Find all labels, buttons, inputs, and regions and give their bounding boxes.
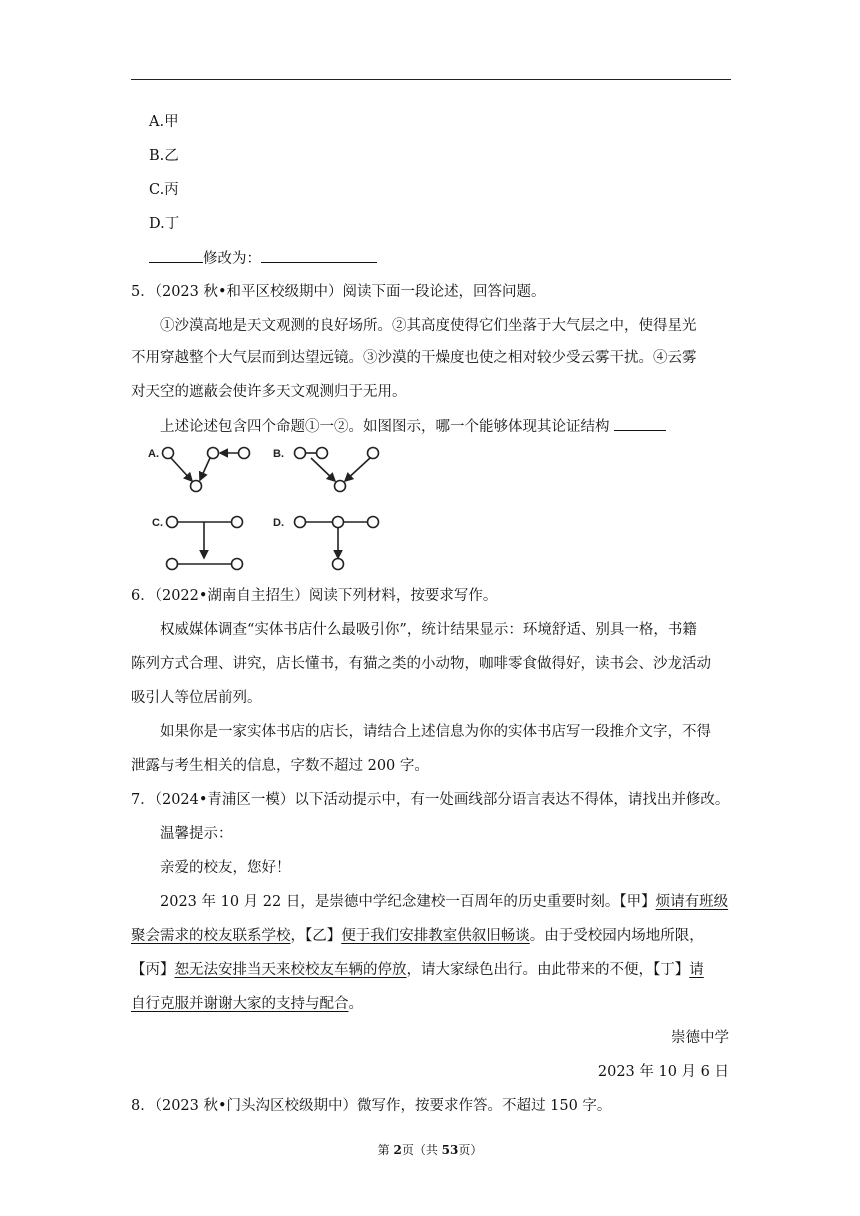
node-1-icon xyxy=(295,517,306,528)
answer-blank[interactable] xyxy=(149,248,203,263)
revise-label: 修改为： xyxy=(203,251,261,267)
q7-date: 2023 年 10 月 6 日 xyxy=(597,1064,729,1080)
q7-underlined-bing: 恕无法安排当天来校校友车辆的停放 xyxy=(174,962,407,978)
option-a: A.甲 xyxy=(149,114,179,130)
q7-line-1 xyxy=(160,892,728,912)
node-3-icon xyxy=(317,448,328,459)
page-total: 53 xyxy=(441,1143,459,1157)
q7-underlined-yi: 便于我们安排教室供叙旧畅谈 xyxy=(341,928,530,944)
q5-para-line-2: 不用穿越整个大气层而到达望远镜。③沙漠的干燥度也使之相对较少受云雾干扰。④云雾 xyxy=(131,350,697,366)
q7-text: 。由于受校园内场地所限， xyxy=(529,928,704,944)
q6-para-line-4: 如果你是一家实体书店的店长，请结合上述信息为你的实体书店写一段推介文字，不得 xyxy=(160,724,711,740)
q7-line-4 xyxy=(131,994,363,1014)
q7-line-3 xyxy=(131,960,704,980)
q7-underlined-ding-cont: 自行克服并谢谢大家的支持与配合 xyxy=(131,996,349,1012)
diagram-c-label: C. xyxy=(152,517,163,529)
q5-answer-blank[interactable] xyxy=(614,416,666,431)
q7-underlined-jia-cont: 聚会需求的校友联系学校 xyxy=(131,928,291,944)
argument-structure-diagrams xyxy=(140,440,400,580)
q5-question-text: 上述论述包含四个命题①一②。如图图示，哪一个能够体现其论证结构 xyxy=(160,419,610,435)
diagram-b-label: B. xyxy=(273,448,284,460)
revise-blank[interactable] xyxy=(261,248,377,263)
diagram-d-label: D. xyxy=(273,517,284,529)
q7-text: 。 xyxy=(348,996,363,1012)
q6-head: 6．（2022•湖南自主招生）阅读下列材料，按要求写作。 xyxy=(131,588,498,604)
node-4-icon xyxy=(232,559,243,570)
node-4-icon xyxy=(239,448,250,459)
node-1-icon xyxy=(335,481,346,492)
node-4-icon xyxy=(368,448,379,459)
option-b: B.乙 xyxy=(149,148,179,164)
q6-para-line-1: 权威媒体调查“实体书店什么最吸引你”，统计结果显示：环境舒适、别具一格，书籍 xyxy=(160,622,697,638)
diagram-a xyxy=(148,448,250,492)
page-number: 2 xyxy=(393,1143,402,1157)
footer-text: 页（共 xyxy=(401,1143,442,1157)
q7-underlined-ding: 请 xyxy=(689,962,704,978)
node-1-icon xyxy=(191,481,202,492)
node-2-icon xyxy=(163,448,174,459)
q5-head: 5．（2023 秋•和平区校级期中）阅读下面一段论述，回答问题。 xyxy=(131,284,546,300)
node-2-icon xyxy=(232,517,243,528)
diagram-d xyxy=(273,517,379,570)
answer-line xyxy=(149,248,377,269)
q7-text: 2023 年 10 月 22 日，是崇德中学纪念建校一百周年的历史重要时刻。【甲】 xyxy=(160,894,656,910)
footer-text: 第 xyxy=(377,1143,394,1157)
q7-signature: 崇德中学 xyxy=(671,1030,729,1046)
q7-tip: 温馨提示： xyxy=(160,826,233,842)
q7-text: ，请大家绿色出行。由此带来的不便，【丁】 xyxy=(406,962,690,978)
q5-question xyxy=(160,416,666,437)
page-footer xyxy=(0,1141,860,1158)
diagram-c xyxy=(152,517,243,570)
q7-line-2 xyxy=(131,926,704,946)
node-1-icon xyxy=(167,517,178,528)
q7-greeting: 亲爱的校友，您好！ xyxy=(160,860,291,876)
node-3-icon xyxy=(167,559,178,570)
q6-para-line-5: 泄露与考生相关的信息，字数不超过 200 字。 xyxy=(131,758,429,774)
q6-para-line-2: 陈列方式合理、讲究，店长懂书，有猫之类的小动物，咖啡零食做得好，读书会、沙龙活动 xyxy=(131,656,711,672)
option-c: C.丙 xyxy=(149,182,179,198)
q5-para-line-3: 对天空的遮蔽会使许多天文观测归于无用。 xyxy=(131,384,407,400)
footer-text: 页） xyxy=(458,1143,483,1157)
node-2-icon xyxy=(333,517,344,528)
node-2-icon xyxy=(295,448,306,459)
q7-text: 【丙】 xyxy=(131,962,175,978)
q7-head: 7．（2024•青浦区一模）以下活动提示中，有一处画线部分语言表达不得体，请找出并修改。 xyxy=(131,792,730,808)
q8-head: 8．（2023 秋•门头沟区校级期中）微写作，按要求作答。不超过 150 字。 xyxy=(131,1098,612,1114)
node-3-icon xyxy=(368,517,379,528)
q5-para-line-1: ①沙漠高地是天文观测的良好场所。②其高度使得它们坐落于大气层之中，使得星光 xyxy=(160,318,697,334)
diagram-a-label: A. xyxy=(148,448,159,460)
q6-para-line-3: 吸引人等位居前列。 xyxy=(131,690,262,706)
option-d: D.丁 xyxy=(149,216,180,232)
node-3-icon xyxy=(208,448,219,459)
diagram-b xyxy=(273,448,379,492)
q7-underlined-jia: 烦请有班级 xyxy=(655,894,729,910)
header-rule xyxy=(131,79,731,80)
node-4-icon xyxy=(333,559,344,570)
q7-text: ，【乙】 xyxy=(290,928,342,944)
